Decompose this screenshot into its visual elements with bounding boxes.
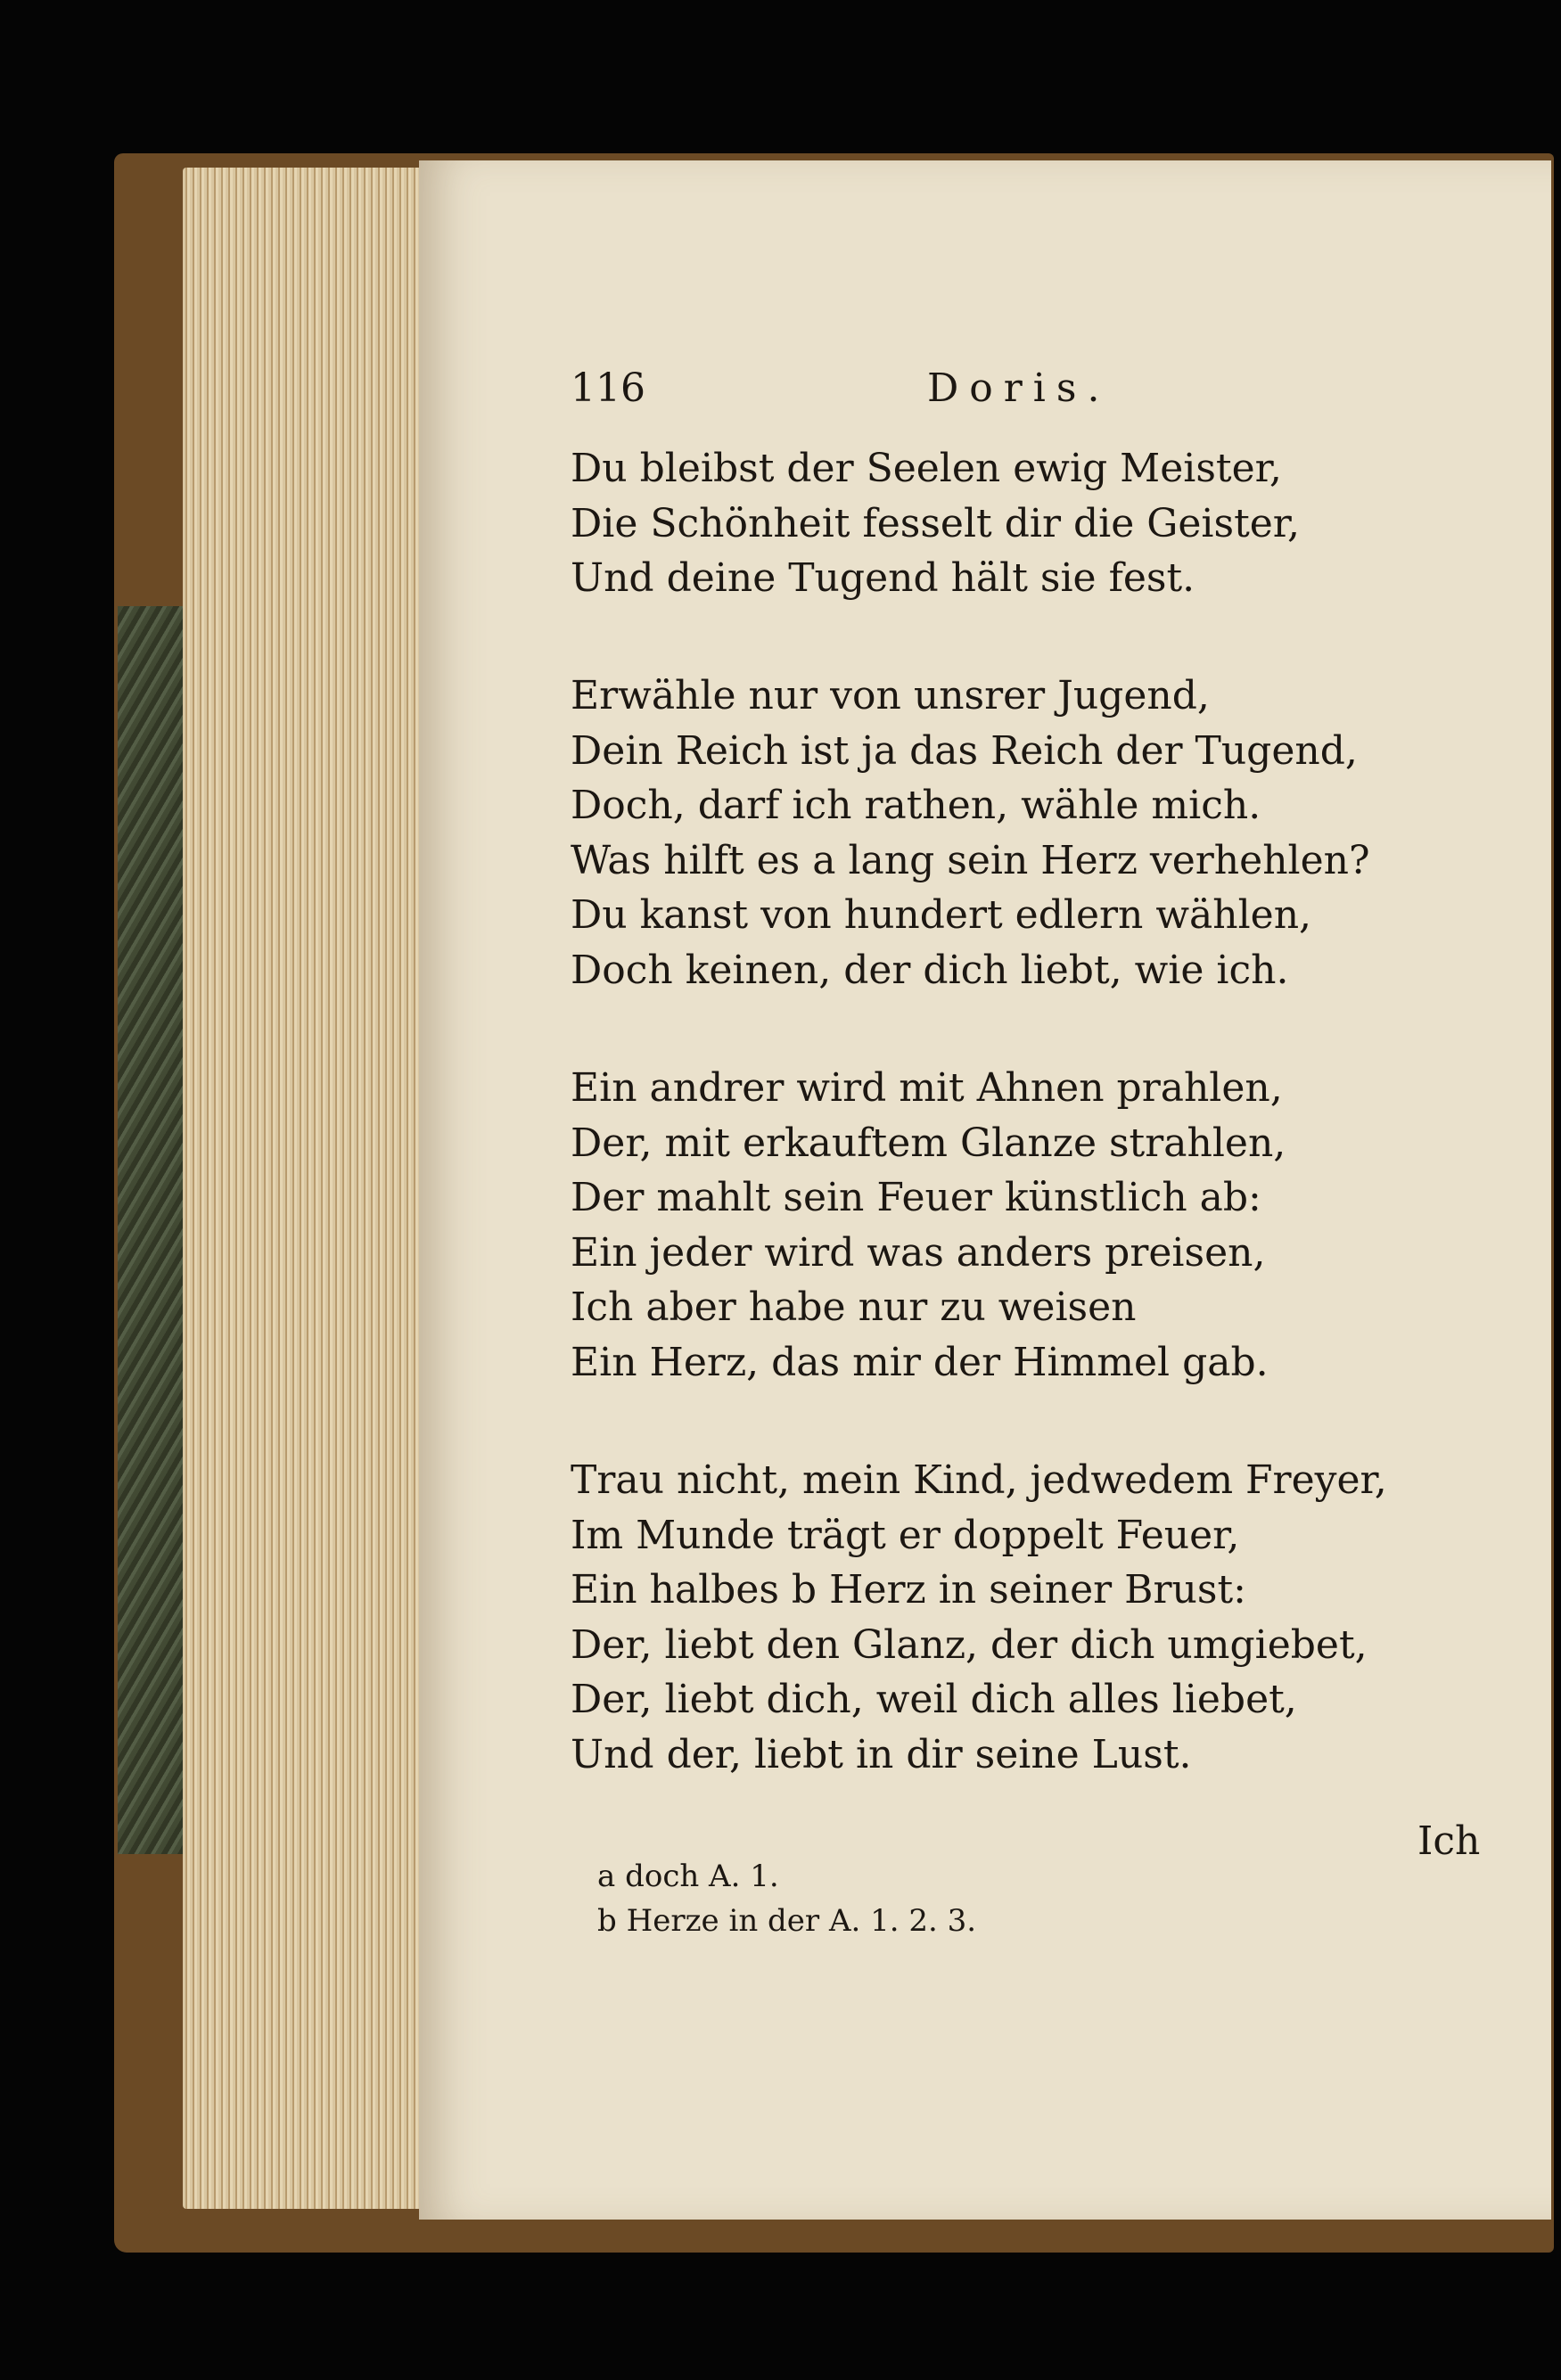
verse-line: Die Schönheit fesselt dir die Geister, <box>571 500 1300 546</box>
footnote: a doch A. 1. <box>597 1859 779 1894</box>
page-number: 116 <box>571 365 645 411</box>
verse-line: Erwähle nur von unsrer Jugend, <box>571 673 1210 718</box>
page-edges <box>183 168 441 2209</box>
verse-line: Der, liebt den Glanz, der dich umgiebet, <box>571 1621 1368 1668</box>
verse-line: Du kanst von hundert edlern wählen, <box>571 892 1312 938</box>
stanza-3 <box>571 1061 1462 1390</box>
running-title: Doris. <box>927 365 1111 411</box>
verse-line: Du bleibst der Seelen ewig Meister, <box>571 446 1282 491</box>
verse-line: Der, mit erkauftem Glanze strahlen, <box>571 1120 1286 1166</box>
footnote: b Herze in der A. 1. 2. 3. <box>597 1903 977 1939</box>
verse-line: Ein jeder wird was anders preisen, <box>571 1229 1266 1276</box>
verse-line: Und der, liebt in dir seine Lust. <box>571 1731 1192 1777</box>
verse-line: Im Munde trägt er doppelt Feuer, <box>571 1512 1240 1558</box>
verse-line: Trau nicht, mein Kind, jedwedem Freyer, <box>571 1457 1387 1503</box>
catchword: Ich <box>1417 1818 1481 1864</box>
verse-line: Ein halbes b Herz in seiner Brust: <box>571 1567 1246 1613</box>
verse-line: Ein Herz, das mir der Himmel gab. <box>571 1339 1269 1385</box>
stanza-2 <box>571 669 1462 997</box>
verse-line: Dein Reich ist ja das Reich der Tugend, <box>571 727 1358 774</box>
stanza-1 <box>571 441 1462 606</box>
running-header <box>571 357 1302 419</box>
marbled-cover <box>118 606 185 1854</box>
verse-line: Der, liebt dich, weil dich alles liebet, <box>571 1677 1297 1722</box>
verse-line: Ich aber habe nur zu weisen <box>571 1284 1137 1330</box>
verse-line: Doch keinen, der dich liebt, wie ich. <box>571 947 1289 993</box>
verse-line: Der mahlt sein Feuer künstlich ab: <box>571 1175 1261 1220</box>
verse-line: Und deine Tugend hält sie fest. <box>571 555 1195 601</box>
verse-line: Was hilft es a lang sein Herz verhehlen? <box>571 837 1370 883</box>
verse-line: Doch, darf ich rathen, wähle mich. <box>571 783 1261 828</box>
stanza-4 <box>571 1453 1462 1782</box>
verse-line: Ein andrer wird mit Ahnen prahlen, <box>571 1065 1283 1111</box>
footnotes <box>597 1854 976 1943</box>
